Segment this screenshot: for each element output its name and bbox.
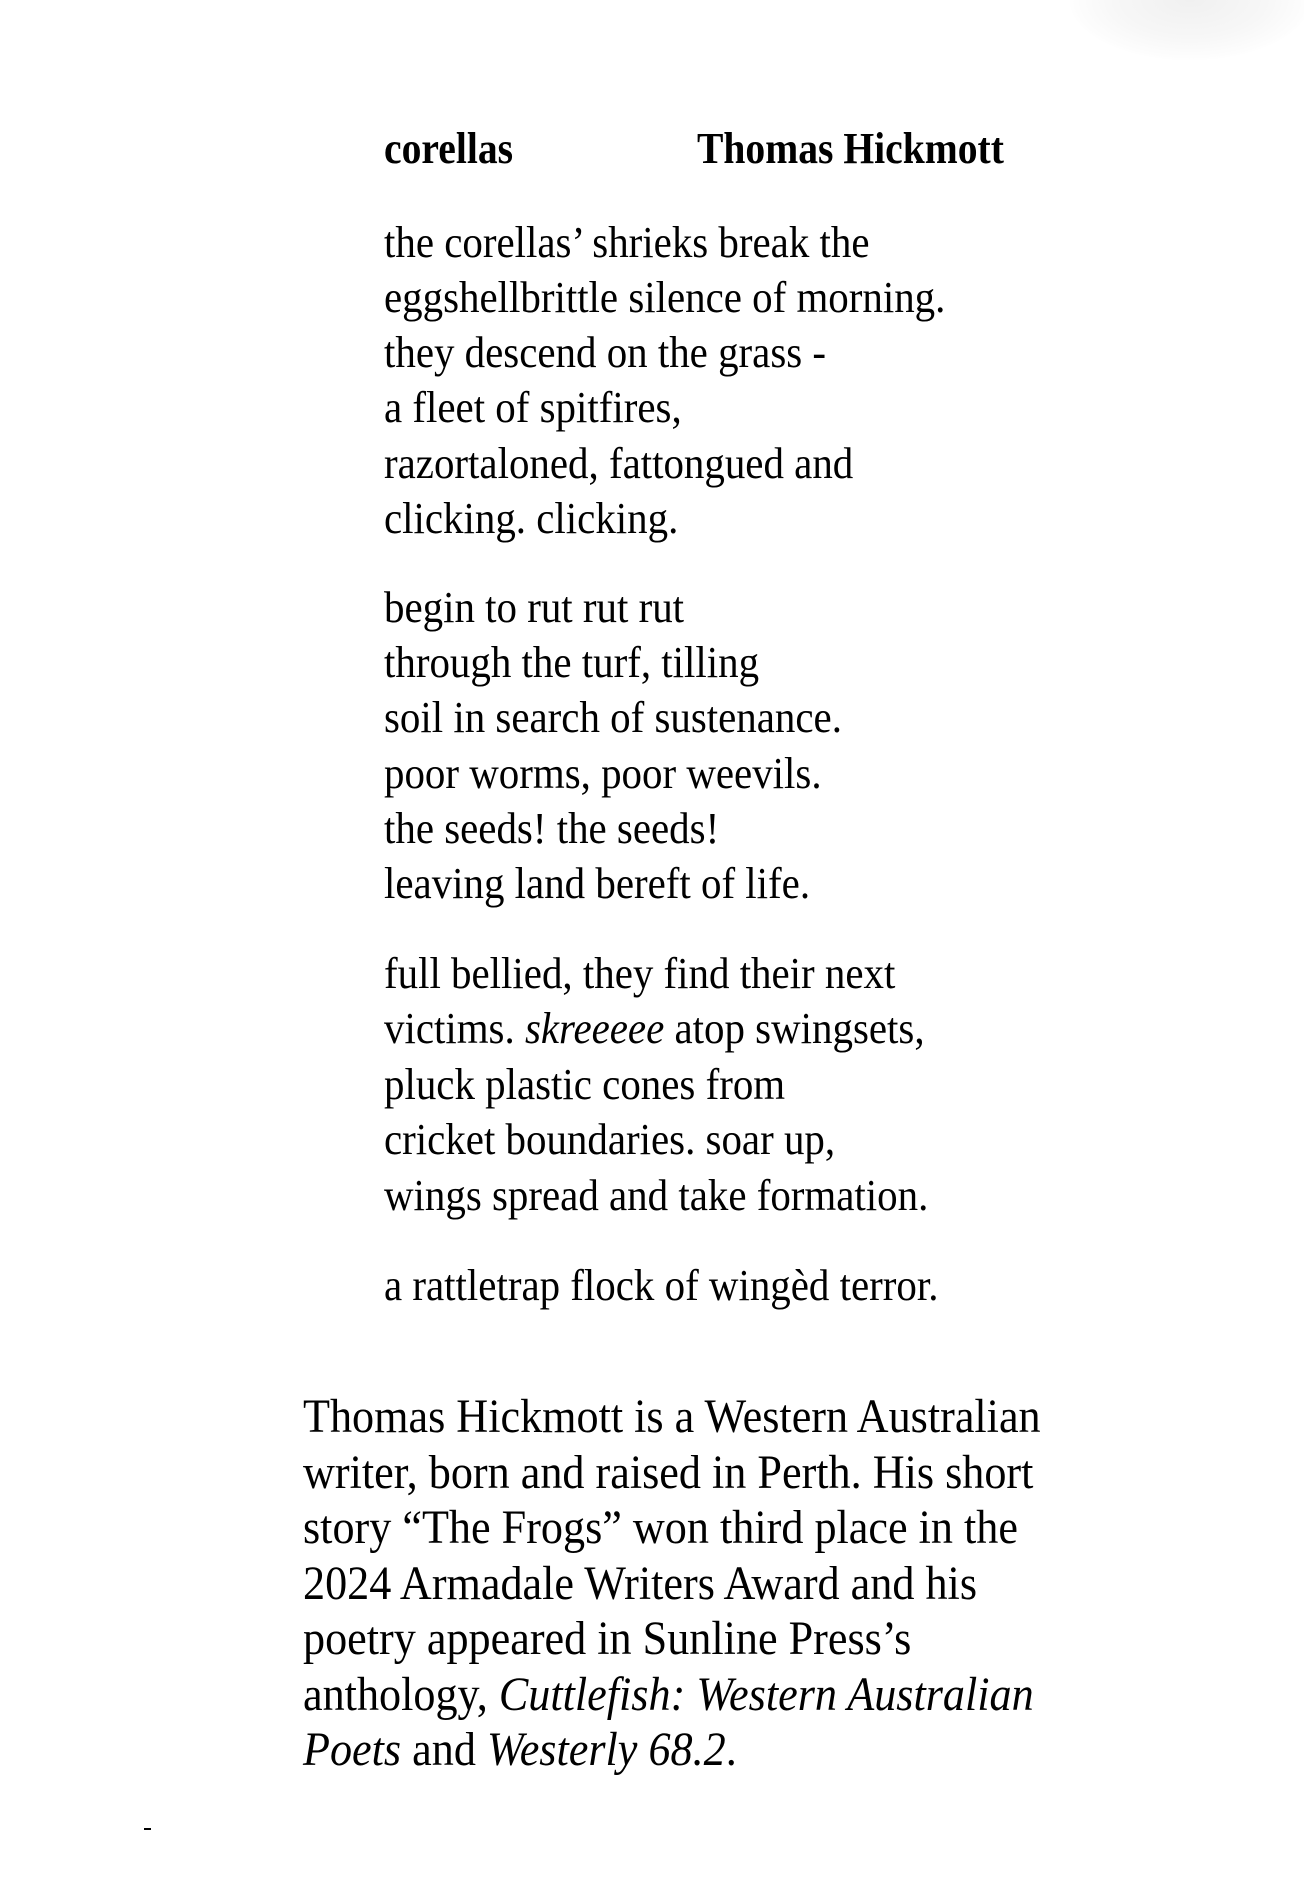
bio-publication-title: Cuttlefish: Western Australian <box>498 1668 1034 1721</box>
bio-line: Thomas Hickmott is a Western Australian <box>303 1390 1041 1443</box>
bio-publication-title: Poets <box>303 1723 402 1776</box>
poem-line: eggshellbrittle silence of morning. <box>384 273 946 322</box>
poem-line: pluck plastic cones from <box>384 1060 786 1109</box>
bio-text: anthology, <box>303 1668 499 1721</box>
bio-text: . <box>725 1723 737 1776</box>
poem-line: soil in search of sustenance. <box>384 693 842 742</box>
poem-line: through the turf, tilling <box>384 638 760 687</box>
bio-line: story “The Frogs” won third place in the <box>303 1501 1018 1554</box>
bio-line: 2024 Armadale Writers Award and his <box>303 1557 978 1610</box>
poem-line: leaving land bereft of life. <box>384 859 811 908</box>
poem-line <box>384 1004 925 1053</box>
poem-line: cricket boundaries. soar up, <box>384 1115 836 1164</box>
poem-line: a fleet of spitfires, <box>384 383 682 432</box>
poem-line: a rattletrap flock of wingèd terror. <box>384 1261 939 1310</box>
poem-line: they descend on the grass - <box>384 328 827 377</box>
bio-line: writer, born and raised in Perth. His short <box>303 1446 1034 1499</box>
poem-italic-sound: skreeeee <box>524 1004 665 1053</box>
bio-publication-title: Westerly 68.2 <box>486 1723 726 1776</box>
poem-author: Thomas Hickmott <box>697 124 1004 173</box>
poem-line: full bellied, they find their next <box>384 949 896 998</box>
poem-line: wings spread and take formation. <box>384 1171 929 1220</box>
poem-line: poor worms, poor weevils. <box>384 749 822 798</box>
poem-title: corellas <box>384 124 514 173</box>
poem-line: the corellas’ shrieks break the <box>384 218 870 267</box>
poem-line: begin to rut rut rut <box>384 583 685 632</box>
poem-text: atop swingsets, <box>664 1004 925 1053</box>
bio-line <box>303 1668 1034 1721</box>
bio-line <box>303 1723 737 1776</box>
footer-mark <box>144 1828 151 1830</box>
bio-text: and <box>401 1723 487 1776</box>
poem-line: clicking. clicking. <box>384 494 679 543</box>
poem-text: victims. <box>384 1004 525 1053</box>
poem-line: razortaloned, fattongued and <box>384 439 854 488</box>
poem-header <box>384 0 1284 200</box>
bio-line: poetry appeared in Sunline Press’s <box>303 1612 912 1665</box>
poem-line: the seeds! the seeds! <box>384 804 720 853</box>
